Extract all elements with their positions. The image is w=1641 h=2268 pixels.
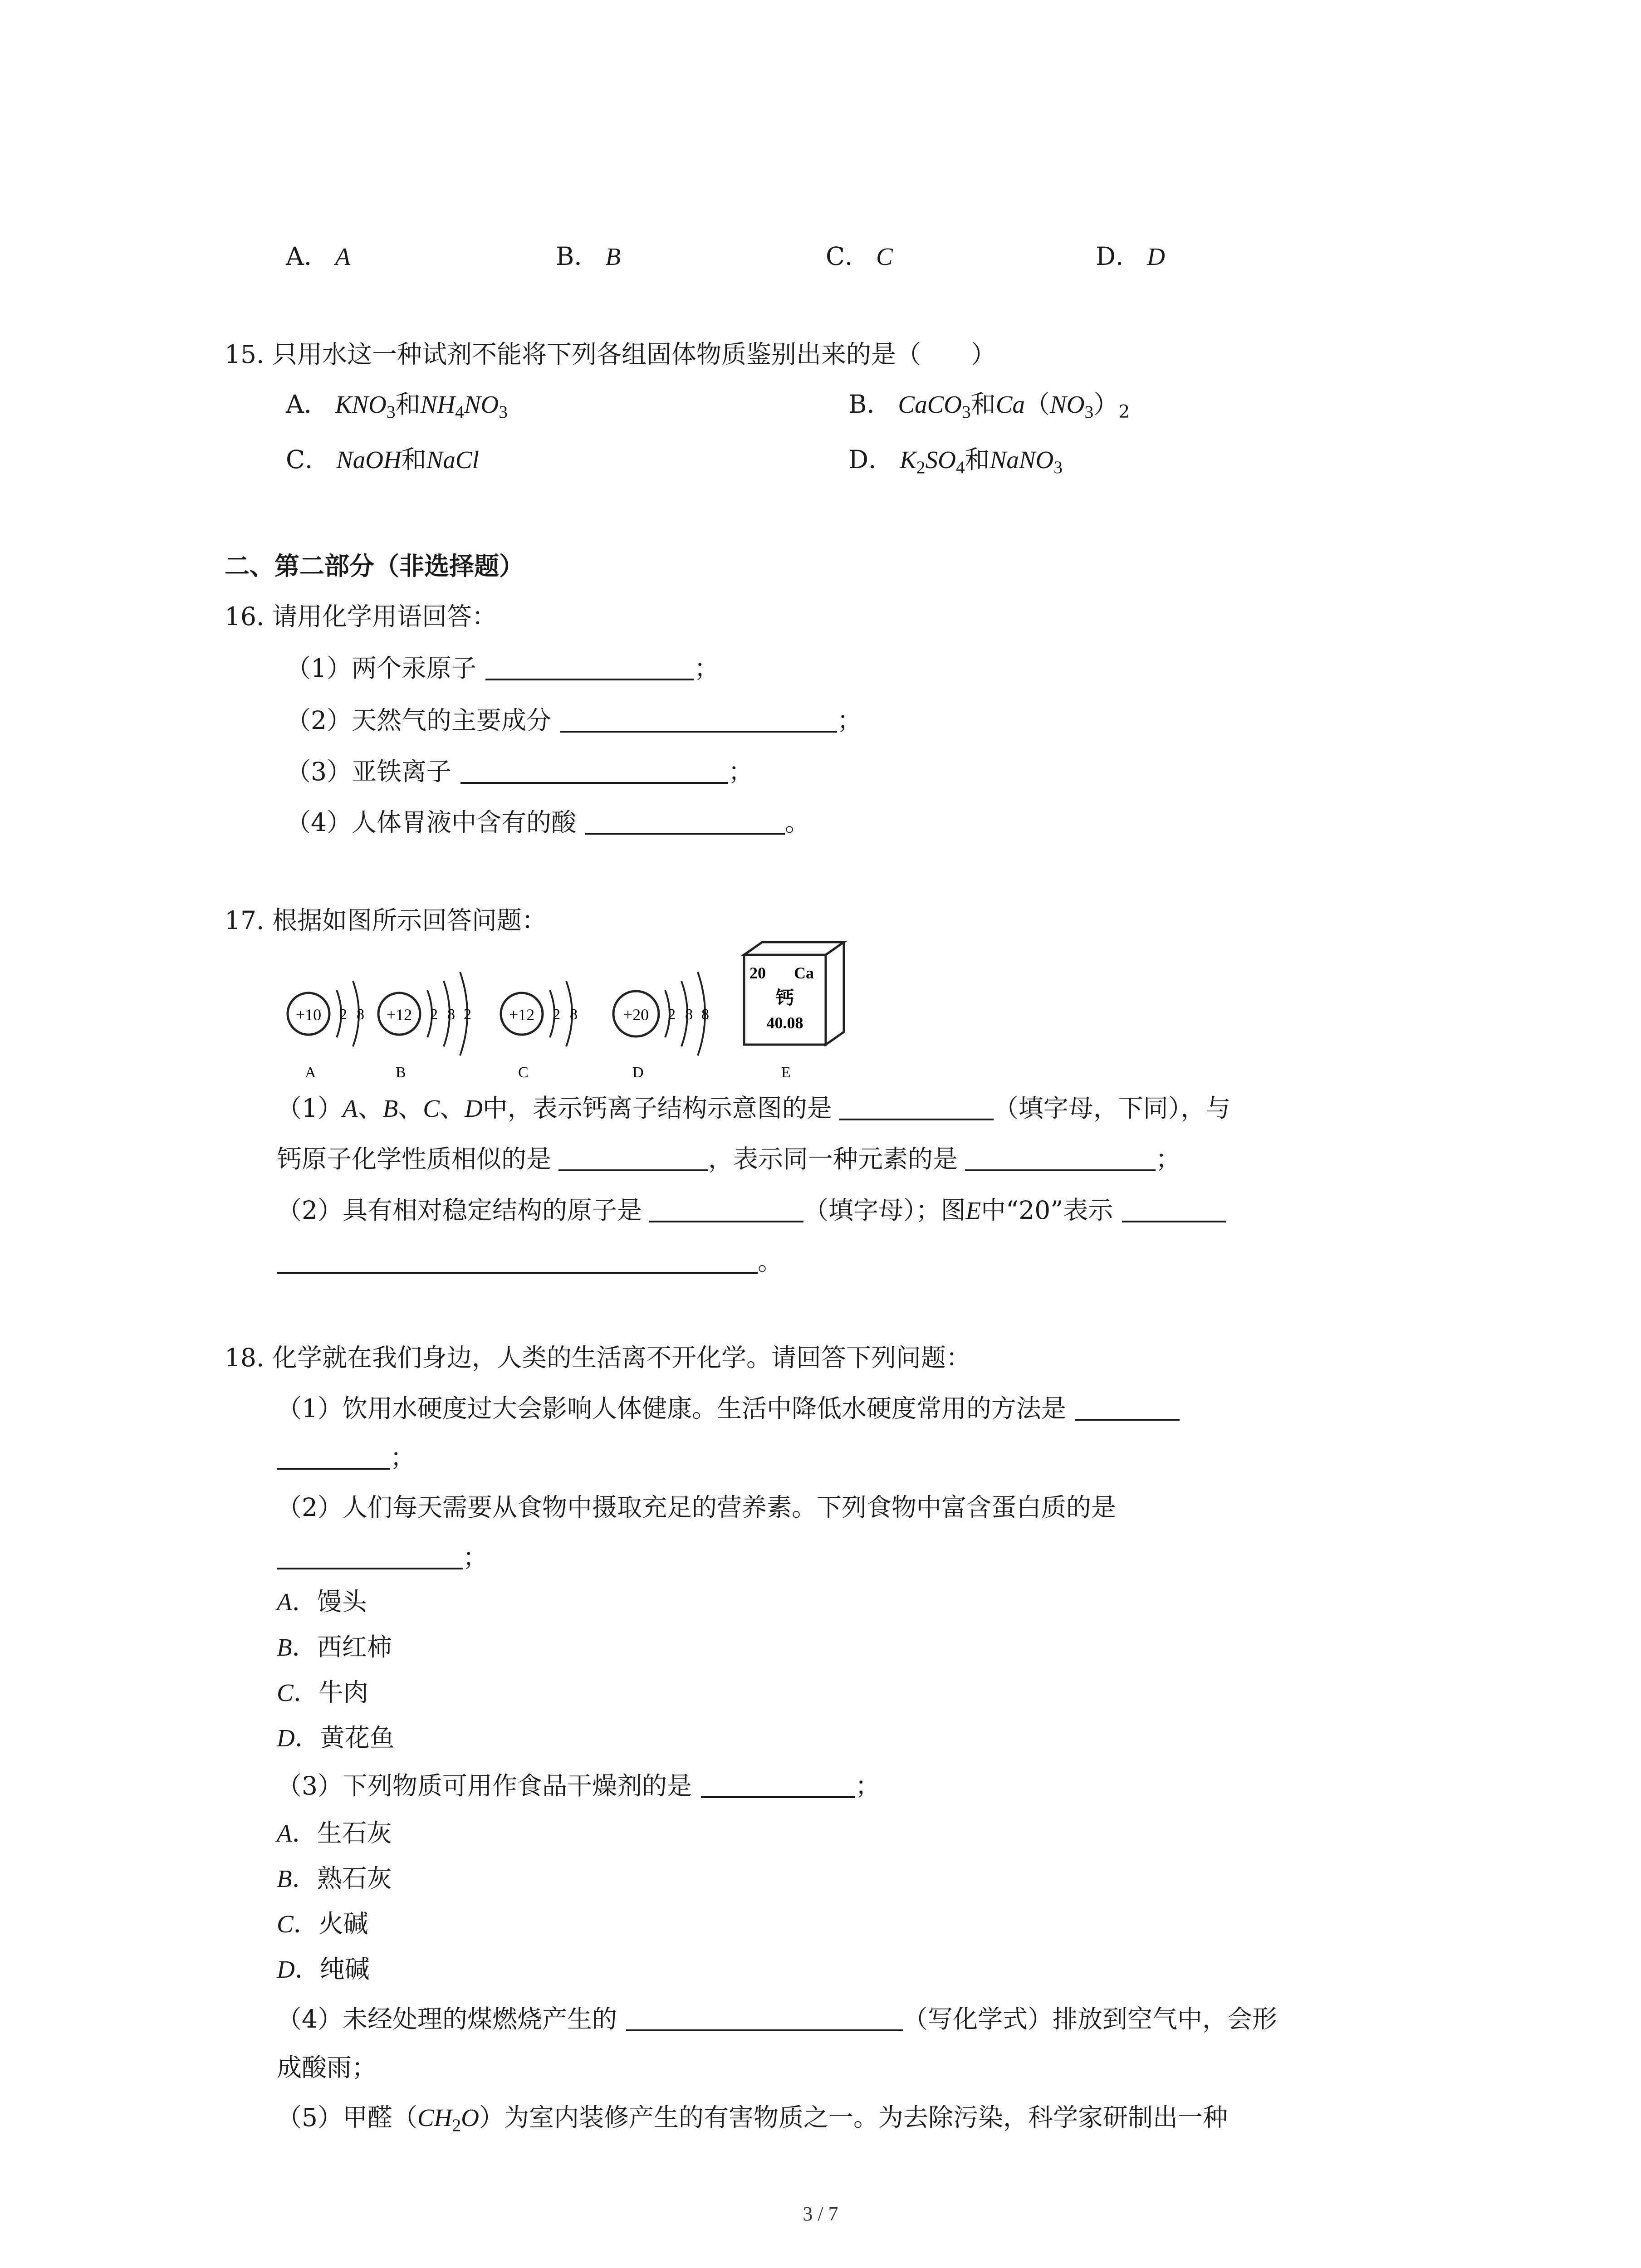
- answer-blank[interactable]: [701, 1774, 855, 1798]
- page-number: 3 / 7: [803, 2203, 838, 2225]
- q18-part2-option-d[interactable]: D．黄花鱼: [277, 1723, 395, 1752]
- svg-text:2: 2: [339, 1006, 347, 1023]
- q17-part2-line1: （2）具有相对稳定结构的原子是 （填字母）；图E中“20”表示: [277, 1195, 1226, 1226]
- q18-part1-line1: （1）饮用水硬度过大会影响人体健康。生活中降低水硬度常用的方法是: [277, 1393, 1180, 1423]
- svg-text:2: 2: [553, 1006, 560, 1023]
- svg-text:D: D: [632, 1064, 644, 1081]
- svg-text:Ca: Ca: [794, 964, 814, 982]
- svg-text:20: 20: [749, 964, 766, 982]
- atom-diagram-c: [501, 981, 578, 1081]
- answer-blank[interactable]: [277, 1249, 758, 1274]
- q18-part3-option-b[interactable]: B．熟石灰: [277, 1864, 392, 1893]
- svg-text:8: 8: [570, 1006, 578, 1023]
- q16-item-2: （2）天然气的主要成分 ；: [286, 706, 862, 735]
- answer-blank[interactable]: [965, 1147, 1156, 1171]
- atom-diagram-d: [613, 972, 709, 1081]
- svg-text:钙: 钙: [776, 987, 794, 1008]
- svg-text:+20: +20: [623, 1006, 649, 1024]
- svg-text:40.08: 40.08: [766, 1014, 803, 1032]
- q15-stem: 15. 只用水这一种试剂不能将下列各组固体物质鉴别出来的是（ ）: [225, 340, 996, 369]
- q17-part2-line2: 。: [277, 1246, 783, 1276]
- q18-part1-line2: ；: [277, 1442, 415, 1472]
- q18-part3-option-d[interactable]: D．纯碱: [277, 1955, 370, 1984]
- svg-text:8: 8: [357, 1006, 364, 1023]
- svg-text:8: 8: [447, 1006, 455, 1023]
- svg-text:+12: +12: [386, 1006, 412, 1024]
- q18-part2-line2: ；: [277, 1542, 488, 1572]
- q18-part3-option-c[interactable]: C．火碱: [277, 1909, 368, 1938]
- answer-blank[interactable]: [839, 1096, 994, 1120]
- q16-item-1: （1）两个汞原子 ；: [286, 654, 720, 683]
- q18-part3-option-a[interactable]: A．生石灰: [277, 1818, 392, 1848]
- q18-part4-line1: （4）未经处理的煤燃烧产生的 （写化学式）排放到空气中，会形: [277, 2004, 1278, 2033]
- answer-blank[interactable]: [626, 2007, 903, 2031]
- answer-blank[interactable]: [649, 1198, 803, 1222]
- answer-blank[interactable]: [585, 810, 785, 835]
- q18-part2-line1: （2）人们每天需要从食物中摄取充足的营养素。下列食物中富含蛋白质的是: [277, 1493, 1116, 1522]
- q15-option-a: A． $KNO_3$和$NH_4NO_3$: [286, 390, 508, 422]
- q16-item-3: （3）亚铁离子 ；: [286, 757, 754, 786]
- q18-part2-option-a[interactable]: A．馒头: [277, 1587, 367, 1616]
- section-heading: 二、第二部分（非选择题）: [225, 551, 524, 581]
- q15-option-c: C． NaOH和NaCl: [286, 445, 479, 474]
- q18-part2-option-c[interactable]: C．牛肉: [277, 1678, 368, 1707]
- svg-text:E: E: [781, 1064, 791, 1081]
- q17-stem: 17. 根据如图所示回答问题：: [225, 906, 547, 935]
- q14-option-d: D． D: [1096, 242, 1165, 271]
- q17-part1-line1: （1）A、B、C、D中，表示钙离子结构示意图的是 （填字母，下同），与: [277, 1094, 1231, 1123]
- answer-blank[interactable]: [1122, 1198, 1226, 1222]
- q16-stem: 16. 请用化学用语回答：: [225, 602, 497, 631]
- atom-diagram-a: [288, 981, 364, 1081]
- svg-text:B: B: [396, 1064, 406, 1081]
- svg-text:2: 2: [668, 1006, 676, 1023]
- answer-blank[interactable]: [277, 1545, 463, 1569]
- svg-text:+10: +10: [295, 1006, 322, 1024]
- q18-part3-line1: （3）下列物质可用作食品干燥剂的是 ；: [277, 1771, 881, 1800]
- q18-part2-option-b[interactable]: B．西红柿: [277, 1633, 392, 1662]
- q17-part1-line2: 钙原子化学性质相似的是 ，表示同一种元素的是 ；: [277, 1144, 1181, 1173]
- q14-option-b: B． B: [556, 242, 621, 271]
- answer-blank[interactable]: [277, 1445, 390, 1470]
- svg-text:2: 2: [464, 1006, 471, 1023]
- element-card-e: [744, 942, 844, 1081]
- q18-stem: 18. 化学就在我们身边，人类的生活离不开化学。请回答下列问题：: [225, 1343, 971, 1372]
- q18-part4-line2: 成酸雨；: [277, 2053, 377, 2082]
- atomic-structure-figure: [277, 941, 857, 1082]
- q16-item-4: （4）人体胃液中含有的酸 。: [286, 808, 810, 837]
- atom-diagram-b: [378, 972, 471, 1081]
- answer-blank[interactable]: [1075, 1396, 1180, 1421]
- q18-part5-line1: （5）甲醛$(CH_2O)$为室内装修产生的有害物质之一。为去除污染，科学家研制出一种: [277, 2103, 1228, 2136]
- q14-option-a: A． A: [286, 242, 351, 271]
- q14-option-c: C． C: [826, 242, 893, 271]
- svg-text:8: 8: [701, 1006, 709, 1023]
- answer-blank[interactable]: [560, 708, 837, 733]
- svg-text:+12: +12: [509, 1006, 535, 1024]
- answer-blank[interactable]: [558, 1147, 708, 1171]
- svg-text:8: 8: [685, 1006, 693, 1023]
- answer-blank[interactable]: [485, 656, 694, 680]
- svg-text:C: C: [518, 1064, 529, 1081]
- svg-text:A: A: [305, 1064, 316, 1081]
- q15-option-b: B． CaCO$_3$和$Ca(NO_3)_2$: [848, 390, 1130, 423]
- svg-text:2: 2: [430, 1006, 438, 1023]
- answer-blank[interactable]: [460, 759, 728, 784]
- q15-option-d: D． $K_2SO_4$和NaNO$_3$: [848, 445, 1063, 478]
